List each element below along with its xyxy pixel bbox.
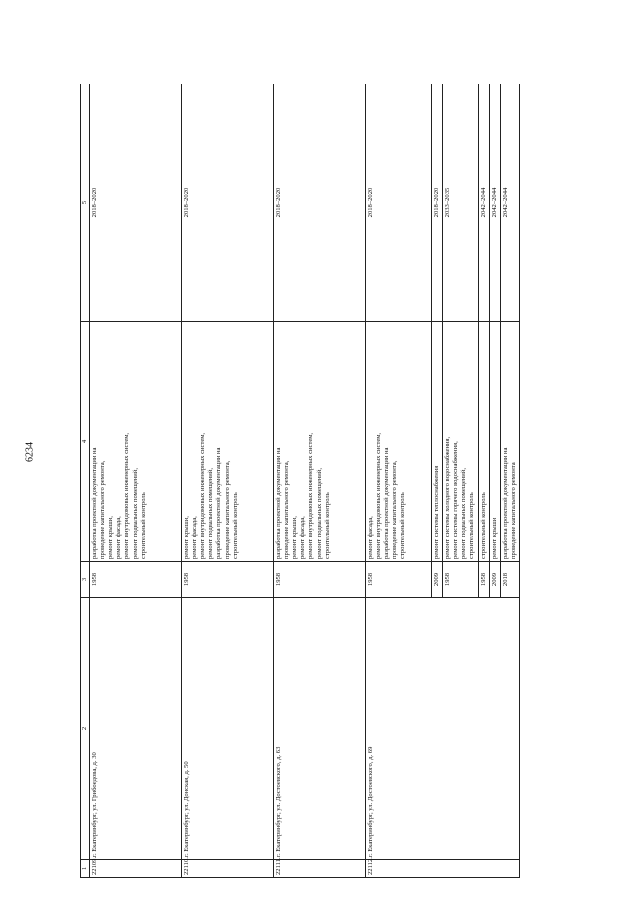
work-item: ремонт подвальных помещений,: [460, 468, 468, 559]
work-item: ремонт крыши,: [183, 516, 191, 559]
header-col-4: 4: [81, 322, 90, 562]
build-year: 1958: [478, 562, 489, 598]
work-item: строительный контроль: [139, 492, 147, 559]
repair-schedule-table: [80, 84, 520, 878]
header-col-5: 5: [81, 84, 90, 322]
build-year: 2009: [432, 562, 443, 598]
repair-period: 2042–2044: [478, 84, 489, 322]
work-item: проведение капитального ремонта: [509, 462, 517, 559]
work-item: ремонт подвальных помещений,: [315, 468, 323, 559]
work-item: разработка проектной документации на: [501, 447, 509, 559]
work-item: ремонт подвальных помещений,: [131, 468, 139, 559]
works-list: [443, 322, 478, 562]
works-list: [274, 322, 366, 562]
works-list: [432, 322, 443, 562]
header-col-3: 3: [81, 562, 90, 598]
record-address: г. Екатеринбург, ул. Достоевского, д. 69: [366, 598, 520, 860]
works-list: [478, 322, 489, 562]
repair-period: 2042–2044: [489, 84, 500, 322]
build-year: 1958: [366, 562, 432, 598]
work-item: строительный контроль: [323, 492, 331, 559]
works-list: [182, 322, 274, 562]
build-year: 1958: [90, 562, 182, 598]
repair-period: 2042–2044: [500, 84, 519, 322]
work-item: ремонт фасада,: [191, 516, 199, 559]
work-item: ремонт системы теплоснабжения: [433, 465, 441, 559]
work-item: ремонт фасада,: [367, 516, 375, 559]
work-item: строительный контроль: [468, 492, 476, 559]
repair-period: 2018–2020: [182, 84, 274, 322]
table-row: [274, 84, 366, 878]
build-year: 1958: [274, 562, 366, 598]
table-row: [182, 84, 274, 878]
work-item: ремонт системы горячего водоснабжения,: [452, 441, 460, 559]
work-item: ремонт внутридомовых инженерных систем,: [375, 432, 383, 559]
page-number: 6234: [24, 442, 36, 462]
work-item: ремонт крыши,: [107, 516, 115, 559]
repair-period: 2018–2020: [90, 84, 182, 322]
work-item: строительный контроль: [479, 492, 487, 559]
rotated-table-wrapper: [80, 84, 538, 878]
work-item: ремонт подвальных помещений,: [207, 468, 215, 559]
record-number: 22112.: [366, 860, 520, 878]
record-number: 22109.: [90, 860, 182, 878]
table-viewport: [80, 84, 538, 878]
work-item: ремонт крыши: [490, 517, 498, 559]
repair-period: 2018–2020: [432, 84, 443, 322]
build-year: 1958: [443, 562, 478, 598]
work-item: разработка проектной документации на: [91, 447, 99, 559]
work-item: ремонт фасада,: [299, 516, 307, 559]
table-row: [366, 84, 432, 878]
table-row: [90, 84, 182, 878]
work-item: ремонт фасада,: [115, 516, 123, 559]
repair-period: 2018–2020: [274, 84, 366, 322]
work-item: разработка проектной документации на: [383, 447, 391, 559]
work-item: ремонт внутридомовых инженерных систем,: [307, 432, 315, 559]
record-number: 22110.: [182, 860, 274, 878]
header-col-1: 1: [81, 860, 90, 878]
work-item: проведение капитального ремонта,: [99, 460, 107, 559]
repair-period: 2018–2020: [366, 84, 432, 322]
work-item: разработка проектной документации на: [215, 447, 223, 559]
work-item: строительный контроль: [231, 492, 239, 559]
work-item: разработка проектной документации на: [275, 447, 283, 559]
header-row: [81, 84, 90, 878]
works-list: [500, 322, 519, 562]
record-number: 22111.: [274, 860, 366, 878]
work-item: строительный контроль: [399, 492, 407, 559]
work-item: ремонт крыши,: [291, 516, 299, 559]
repair-period: 2033–2035: [443, 84, 478, 322]
build-year: 2009: [489, 562, 500, 598]
build-year: 1958: [182, 562, 274, 598]
work-item: ремонт внутридомовых инженерных систем,: [123, 432, 131, 559]
works-list: [90, 322, 182, 562]
table-body: [90, 84, 520, 878]
works-list: [489, 322, 500, 562]
record-address: г. Екатеринбург, ул. Донская, д. 50: [182, 598, 274, 860]
works-list: [366, 322, 432, 562]
work-item: ремонт внутридомовых инженерных систем,: [199, 432, 207, 559]
work-item: ремонт системы холодного водоснабжения,: [444, 436, 452, 559]
work-item: проведение капитального ремонта,: [283, 460, 291, 559]
build-year: 2018: [500, 562, 519, 598]
record-address: г. Екатеринбург, ул. Достоевского, д. 63: [274, 598, 366, 860]
header-col-2: 2: [81, 598, 90, 860]
work-item: проведение капитального ремонта,: [391, 460, 399, 559]
work-item: проведение капитального ремонта,: [223, 460, 231, 559]
record-address: г. Екатеринбург, ул. Грибоедова, д. 30: [90, 598, 182, 860]
